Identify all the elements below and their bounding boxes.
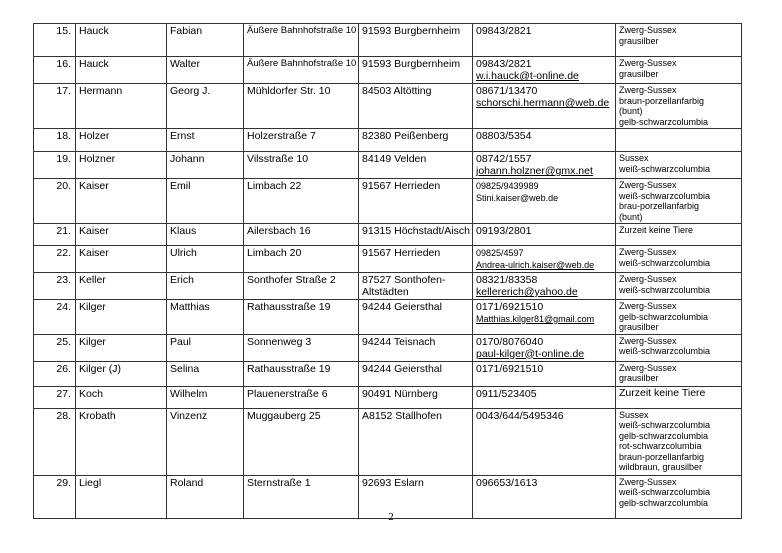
row-number-cell: 28. [34,408,76,475]
remark-line: Sussex [619,153,649,163]
remarks-cell [616,57,742,84]
row-number-cell: 24. [34,300,76,335]
row-number-cell: 25. [34,334,76,361]
table-row [34,129,742,152]
table-row [34,224,742,246]
email-link[interactable]: schorschi.hermann@web.de [476,97,610,109]
remark-line: gelb-schwarzcolumbia [619,116,709,127]
row-number-cell: 29. [34,475,76,518]
remark-line: Zwerg-Sussex [619,85,677,95]
remark-line: braun-porzellanfarbig [619,451,705,462]
remark-line: grausilber [619,322,659,332]
first-name-cell: Ernst [167,129,244,152]
first-name-cell: Klaus [167,224,244,246]
email-link[interactable]: kellererich@yahoo.de [476,286,578,298]
table-row [34,408,742,475]
contact-cell [473,386,616,408]
page-number: 2 [388,511,394,523]
row-number-cell: 26. [34,361,76,386]
street-cell: Limbach 22 [244,179,359,224]
street-cell: Rathausstraße 19 [244,300,359,335]
remark-line: braun-porzellanfarbig [619,95,705,106]
table-row [34,300,742,335]
table-row [34,84,742,129]
last-name-cell: Krobath [76,408,167,475]
remark-line: Zurzeit keine Tiere [619,225,694,235]
phone-number: 08803/5354 [476,130,532,142]
remark-line: Zwerg-Sussex [619,247,677,257]
remark-line: weiß-schwarzcolumbia [619,284,711,295]
remark-line: Zwerg-Sussex [619,25,677,35]
remark-line: gelb-schwarzcolumbia [619,430,709,441]
first-name-cell: Georg J. [167,84,244,129]
email-link[interactable]: Matthias.kilger81@gmail.com [476,314,595,324]
street-cell: Mühldorfer Str. 10 [244,84,359,129]
remark-line: weiß-schwarzcolumbia [619,190,711,201]
phone-number: 09193/2801 [476,225,532,237]
email-link[interactable]: paul-kilger@t-online.de [476,347,585,360]
city-cell: 87527 Sonthofen-Altstädten [359,273,473,300]
contact-cell [473,300,616,335]
first-name-cell: Roland [167,475,244,518]
table-row [34,334,742,361]
first-name-cell: Paul [167,334,244,361]
city-cell: 91593 Burgbernheim [359,24,473,57]
last-name-cell: Kilger [76,300,167,335]
first-name-cell: Selina [167,361,244,386]
first-name-cell: Johann [167,152,244,179]
table-row [34,361,742,386]
street-cell: Äußere Bahnhofstraße 10 [244,24,359,57]
street-cell: Vilsstraße 10 [244,152,359,179]
street-cell: Ailersbach 16 [244,224,359,246]
remark-line: (bunt) [619,106,643,116]
phone-number: 09843/2821 [476,25,532,37]
last-name-cell: Holzner [76,152,167,179]
remark-line: weiß-schwarzcolumbia [619,346,711,356]
phone-number: 08671/13470 [476,85,538,97]
remarks-cell [616,129,742,152]
remark-line: grausilber [619,68,659,79]
remarks-cell [616,361,742,386]
remarks-cell [616,334,742,361]
city-cell: 91593 Burgbernheim [359,57,473,84]
table-row [34,24,742,57]
first-name-cell: Erich [167,273,244,300]
row-number-cell: 17. [34,84,76,129]
phone-number: 08742/1557 [476,153,532,165]
city-cell: 92693 Eslarn [359,475,473,518]
table-row [34,273,742,300]
contact-cell [473,408,616,475]
contact-cell [473,361,616,386]
last-name-cell: Keller [76,273,167,300]
street-cell: Sonnenweg 3 [244,334,359,361]
remark-line: Zwerg-Sussex [619,335,677,346]
remark-line: Zwerg-Sussex [619,476,677,487]
first-name-cell: Wilhelm [167,386,244,408]
remarks-cell [616,273,742,300]
city-cell: 84503 Altötting [359,84,473,129]
contact-cell [473,57,616,84]
remark-line: Zwerg-Sussex [619,180,677,190]
row-number-cell: 19. [34,152,76,179]
remarks-cell [616,408,742,475]
contact-cell [473,273,616,300]
last-name-cell: Hauck [76,24,167,57]
contact-cell [473,246,616,273]
row-number-cell: 23. [34,273,76,300]
remark-line: Zwerg-Sussex [619,274,677,284]
remark-line: weiß-schwarzcolumbia [619,163,711,174]
table-body [34,24,742,519]
first-name-cell: Fabian [167,24,244,57]
table-row [34,57,742,84]
first-name-cell: Matthias [167,300,244,335]
member-table [33,23,742,519]
phone-number: 09825/9439989 [476,181,539,191]
first-name-cell: Emil [167,179,244,224]
remarks-cell [616,300,742,335]
phone-number: 0043/644/5495346 [476,409,564,422]
table-row [34,179,742,224]
row-number-cell: 15. [34,24,76,57]
city-cell: 82380 Peißenberg [359,129,473,152]
phone-number: 09825/4597 [476,248,524,258]
last-name-cell: Kilger (J) [76,361,167,386]
contact-cell [473,179,616,224]
street-cell: Sternstraße 1 [244,475,359,518]
last-name-cell: Kaiser [76,246,167,273]
street-cell: Limbach 20 [244,246,359,273]
table-row [34,152,742,179]
remark-line: grausilber [619,35,659,46]
street-cell: Rathausstraße 19 [244,361,359,386]
remark-line: Zwerg-Sussex [619,301,677,311]
remarks-cell [616,386,742,408]
remark-line: weiß-schwarzcolumbia [619,420,711,430]
phone-number: 096653/1613 [476,476,538,489]
phone-number: 0170/8076040 [476,335,544,348]
remark-line: Sussex [619,409,649,420]
row-number-cell: 22. [34,246,76,273]
remark-line: gelb-schwarzcolumbia [619,311,709,322]
remark-line: wildbraun, grausilber [619,462,703,472]
remark-line: gelb-schwarzcolumbia [619,497,709,508]
street-cell: Holzerstraße 7 [244,129,359,152]
city-cell: 90491 Nürnberg [359,386,473,408]
contact-cell [473,129,616,152]
contact-cell [473,224,616,246]
city-cell: 94244 Teisnach [359,334,473,361]
city-cell: 94244 Geiersthal [359,361,473,386]
contact-cell [473,84,616,129]
remarks-cell [616,246,742,273]
first-name-cell: Vinzenz [167,408,244,475]
first-name-cell: Walter [167,57,244,84]
last-name-cell: Liegl [76,475,167,518]
last-name-cell: Hermann [76,84,167,129]
remarks-cell [616,179,742,224]
phone-number: 0911/523405 [476,387,537,400]
first-name-cell: Ulrich [167,246,244,273]
last-name-cell: Hauck [76,57,167,84]
last-name-cell: Kaiser [76,224,167,246]
email-link[interactable]: Andrea-ulrich.kaiser@web.de [476,260,595,270]
phone-number: 0171/6921510 [476,301,544,313]
remark-line: rot-schwarzcolumbia [619,441,702,451]
row-number-cell: 27. [34,386,76,408]
remarks-cell [616,224,742,246]
remarks-cell [616,152,742,179]
remark-line: Zwerg-Sussex [619,58,677,68]
row-number-cell: 18. [34,129,76,152]
phone-number: 08321/83358 [476,274,538,286]
last-name-cell: Koch [76,386,167,408]
remark-line: grausilber [619,373,659,383]
remarks-cell [616,84,742,129]
street-cell: Sonthofer Straße 2 [244,273,359,300]
table-row [34,246,742,273]
city-cell: 91567 Herrieden [359,179,473,224]
street-cell: Plauenerstraße 6 [244,386,359,408]
remark-line: Zwerg-Sussex [619,362,677,373]
remark-line: weiß-schwarzcolumbia [619,257,711,268]
city-cell: 94244 Geiersthal [359,300,473,335]
phone-number: 0171/6921510 [476,362,544,375]
contact-cell [473,334,616,361]
table-row [34,386,742,408]
city-cell: 91567 Herrieden [359,246,473,273]
phone-number: 09843/2821 [476,58,532,70]
last-name-cell: Kilger [76,334,167,361]
city-cell: A8152 Stallhofen [359,408,473,475]
remark-line: (bunt) [619,211,643,222]
last-name-cell: Kaiser [76,179,167,224]
row-number-cell: 20. [34,179,76,224]
email-link[interactable]: w.i.hauck@t-online.de [476,70,579,82]
phone-number: Stini.kaiser@web.de [476,193,559,203]
row-number-cell: 16. [34,57,76,84]
remark-line: brau-porzellanfarbig [619,201,700,211]
contact-cell [473,24,616,57]
street-cell: Muggauberg 25 [244,408,359,475]
street-cell: Äußere Bahnhofstraße 10 [244,57,359,84]
remark-line: Zurzeit keine Tiere [619,386,706,399]
email-link[interactable]: johann.holzner@gmx.net [476,165,593,177]
contact-cell [473,152,616,179]
last-name-cell: Holzer [76,129,167,152]
row-number-cell: 21. [34,224,76,246]
remarks-cell [616,24,742,57]
city-cell: 84149 Velden [359,152,473,179]
city-cell: 91315 Höchstadt/Aisch [359,224,473,246]
remark-line: weiß-schwarzcolumbia [619,487,711,497]
